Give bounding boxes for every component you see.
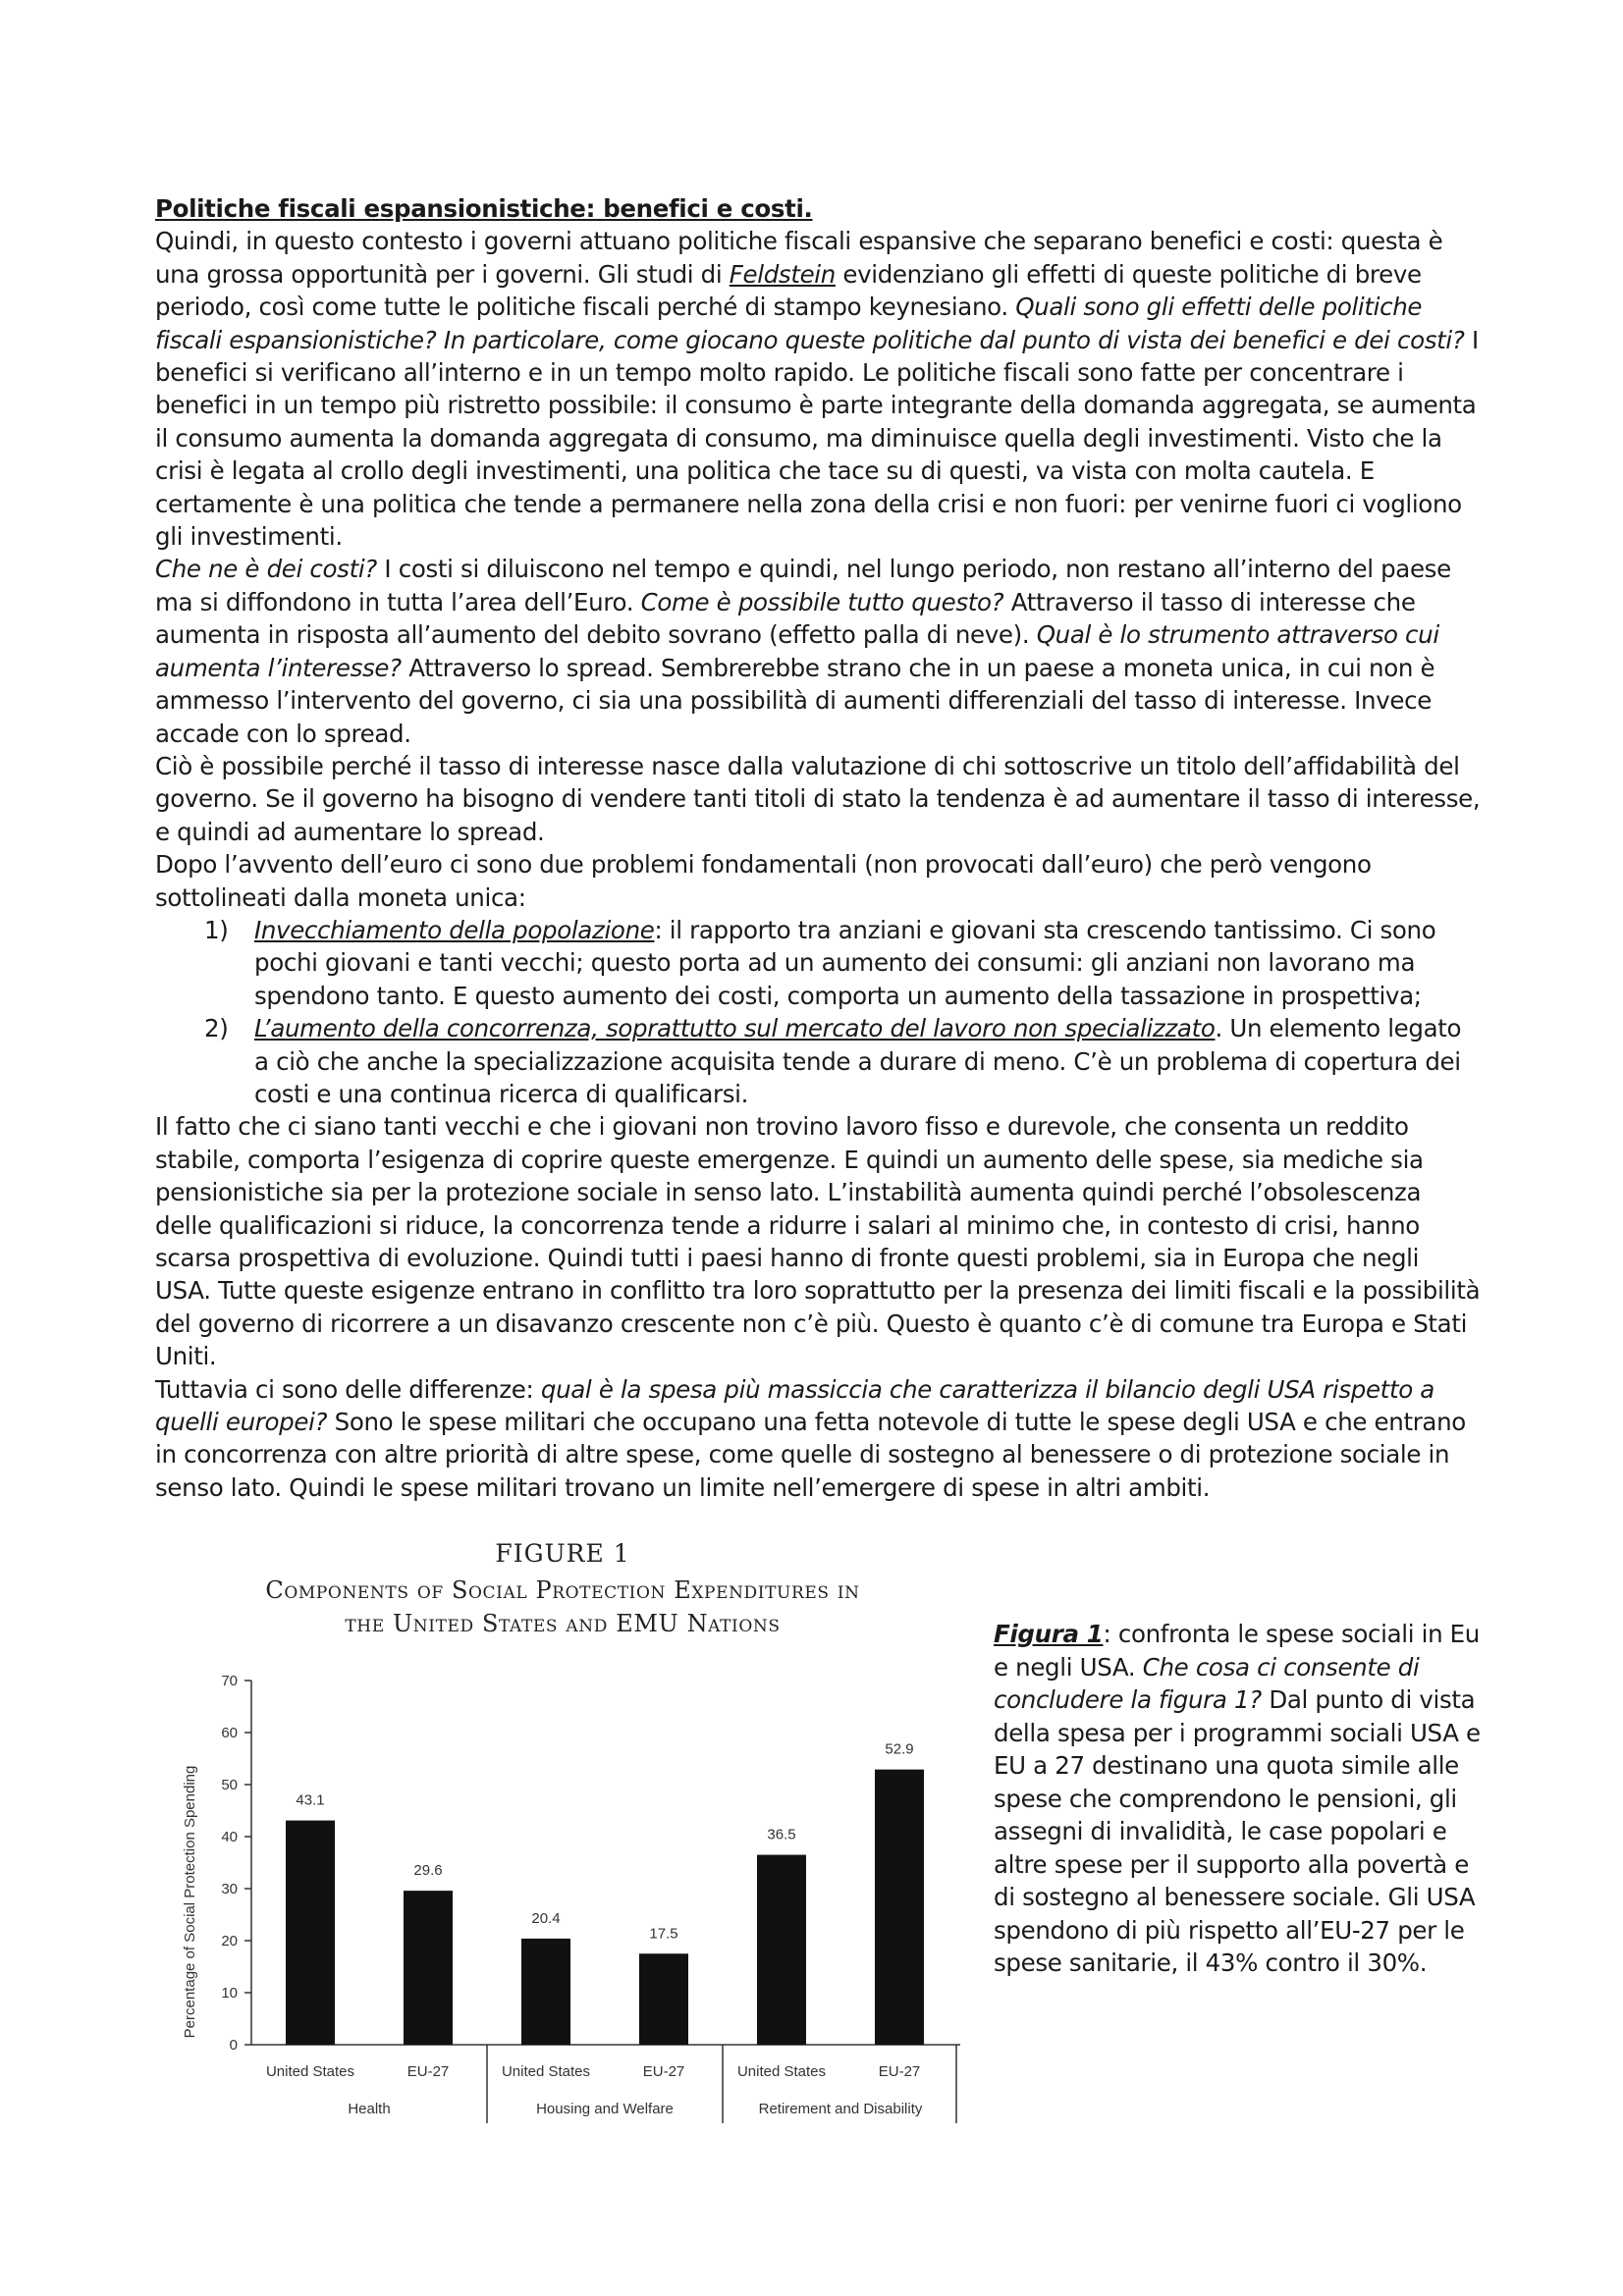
list-item-text: : il rapporto tra anziani e giovani sta crescendo tantissimo. Ci sono pochi giovani e tanti vecchi; questo porta ad un aumento dei consumi: gli anziani non lavorano ma spendono tanto. E questo aumento dei costi, comporta un aumento della tassazione in prospettiva; [254,915,1436,1010]
text-run: I costi si diluiscono nel tempo e quindi, nel lungo periodo, non restano all’interno del paese ma si diffondono in tutta l’area dell’Euro. [155,555,1451,616]
x-group-label: Health [348,2101,391,2117]
y-tick-label: 70 [221,1673,238,1689]
paragraph-6 [155,1373,1481,1505]
y-tick-label: 0 [229,2037,238,2054]
bar-value-label: 52.9 [885,1740,914,1758]
paragraph-5: Il fatto che ci siano tanti vecchi e che i giovani non trovino lavoro fisso e durevole, che consenta un reddito stabile, comporta l’esigenza di coprire queste emergenze. E quindi un aumento delle spese, sia mediche sia pensionistiche sia per la protezione sociale in senso lato. L’instabilità aumenta quindi perché l’obsolescenza delle qualificazioni si riduce, la concorrenza tende a ridurre i salari al minimo che, in contesto di crisi, hanno scarsa prospettiva di evoluzione. Quindi tutti i paesi hanno di fronte questi problemi, sia in Europa che negli USA. Tutte queste esigenze entrano in conflitto tra loro soprattutto per la presenza dei limiti fiscali e la possibilità del governo di ricorrere a un disavanzo crescente non c’è più. Questo è quanto c’è di comune tra Europa e Stati Uniti. [155,1112,1481,1371]
list-item-title: L’aumento della concorrenza, soprattutto sul mercato del lavoro non specializzato [254,1014,1216,1043]
list-item [155,1012,1481,1110]
y-tick-label: 50 [221,1777,238,1793]
x-category-label: EU-27 [642,2063,685,2080]
bar [875,1770,924,2045]
y-tick-label: 10 [221,1985,238,2002]
section-heading [155,192,1481,225]
y-tick-label: 30 [221,1881,238,1897]
text-run: Quindi, in questo contesto i governi attuano politiche fiscali espansive che separano benefici e costi: questa è una grossa opportunità per i governi. Gli studi di [155,227,1443,289]
text-run: evidenziano gli effetti di queste politiche di breve periodo, così come tutte le politiche fiscali perché di stampo keynesiano. [155,259,1422,322]
list-item [155,914,1481,1012]
text-run: Attraverso lo spread. Sembrerebbe strano che in un paese a moneta unica, in cui non è ammesso l’intervento del governo, ci sia una possibilità di aumenti differenziali del tasso di interesse. Invece accade con lo spread. [155,653,1435,748]
question-text: qual è la spesa più massiccia che caratterizza il bilancio degli USA rispetto a quelli europei? [155,1374,1434,1437]
list-number: 2) [204,1014,229,1043]
problems-list [155,914,1481,1110]
list-number: 1) [204,915,229,944]
list-item-text: . Un elemento legato a ciò che anche la specializzazione acquisita tende a durare di meno. C’è un problema di copertura dei costi e una continua ricerca di qualificarsi. [254,1014,1462,1108]
author-name: Feldstein [729,259,836,289]
bar [286,1821,335,2045]
x-category-label: EU-27 [406,2063,450,2080]
x-category-label: United States [501,2063,591,2080]
text-run: Attraverso il tasso di interesse che aumenta in risposta all’aumento del debito sovrano (effetto palla di neve). [155,587,1416,650]
y-tick-label: 60 [221,1725,238,1741]
bar [639,1953,688,2045]
bar-chart-svg [165,1539,960,2128]
caption-paragraph [994,1618,1485,1980]
paragraph-4: Dopo l’avvento dell’euro ci sono due problemi fondamentali (non provocati dall’euro) che però vengono sottolineati dalla moneta unica: [155,850,1372,912]
figure-1-chart [165,1539,960,2128]
y-tick-label: 20 [221,1933,238,1949]
text-run: Dal punto di vista della spesa per i programmi sociali USA e EU a 27 destinano una quota simile alle spese che comprendono le pensioni, gli assegni di invalidità, le case popolari e altre spese per il supporto alla povertà e di sostegno al benessere sociale. Gli USA spendono di più rispetto all’EU-27 per le spese sanitarie, il 43% contro il 30%. [994,1685,1481,1977]
figure-caption [994,1618,1485,1980]
y-tick-label: 40 [221,1829,238,1845]
chart-title-line-2: the United States and EMU Nations [345,1610,781,1637]
bar-value-label: 17.5 [649,1925,678,1943]
question-text: Qual è lo strumento attraverso cui aumenta l’interesse? [155,620,1439,682]
question-text: Come è possibile tutto questo? [640,587,1004,616]
x-category-label: United States [265,2063,355,2080]
paragraph-3: Ciò è possibile perché il tasso di interesse nasce dalla valutazione di chi sottoscrive un titolo dell’affidabilità del governo. Se il governo ha bisogno di vendere tanti titoli di stato la tendenza è ad aumentare il tasso di interesse, e quindi ad aumentare lo spread. [155,751,1481,846]
question-text: Che ne è dei costi? [155,555,377,584]
x-group-label: Housing and Welfare [536,2101,674,2117]
bar-value-label: 36.5 [767,1826,796,1843]
text-run: Tuttavia ci sono delle differenze: [155,1374,541,1404]
text-run: I benefici si verificano all’interno e in un tempo molto rapido. Le politiche fiscali sono fatte per concentrare i benefici in un tempo più ristretto possibile: il consumo è parte integrante della domanda aggregata, se aumenta il consumo aumenta la domanda aggregata di consumo, ma diminuisce quella degli investimenti. Visto che la crisi è legata al crollo degli investimenti, una politica che tace su di questi, va vista con molta cautela. E certamente è una politica che tende a permanere nella zona della crisi e non fuori: per venirne fuori ci vogliono gli investimenti. [155,325,1479,552]
heading-text: Politiche fiscali espansionistiche: benefici e costi. [155,194,813,223]
figure-label: FIGURE 1 [495,1539,630,1568]
chart-title-line-1: Components of Social Protection Expenditures in [265,1576,860,1604]
text-run: Sono le spese militari che occupano una fetta notevole di tutte le spese degli USA e che entrano in concorrenza con altre priorità di altre spese, come quelle di sostegno al benessere o di protezione sociale in senso lato. Quindi le spese militari trovano un limite nell’emergere di spese in altri ambiti. [155,1408,1466,1502]
paragraph-2 [155,553,1481,749]
x-group-label: Retirement and Disability [758,2101,923,2117]
y-axis-title: Percentage of Social Protection Spending [182,1765,198,2039]
body-text [155,192,1481,1504]
question-text: Che cosa ci consente di concludere la figura 1? [994,1652,1420,1714]
bar [521,1939,570,2045]
question-text: Quali sono gli effetti delle politiche fiscali espansionistiche? In particolare, come giocano queste politiche dal punto di vista dei benefici e dei costi? [155,293,1465,354]
bar [404,1891,453,2045]
caption-heading: Figura 1 [994,1620,1104,1648]
bar-value-label: 20.4 [531,1909,561,1927]
x-category-label: United States [736,2063,827,2080]
bar [757,1855,806,2045]
bar-value-label: 43.1 [296,1791,325,1809]
bar-value-label: 29.6 [413,1862,443,1880]
text-run: : confronta le spese sociali in Eu e negli USA. [994,1620,1480,1682]
x-category-label: EU-27 [878,2063,921,2080]
list-item-title: Invecchiamento della popolazione [254,915,655,944]
paragraph-1 [155,225,1481,553]
